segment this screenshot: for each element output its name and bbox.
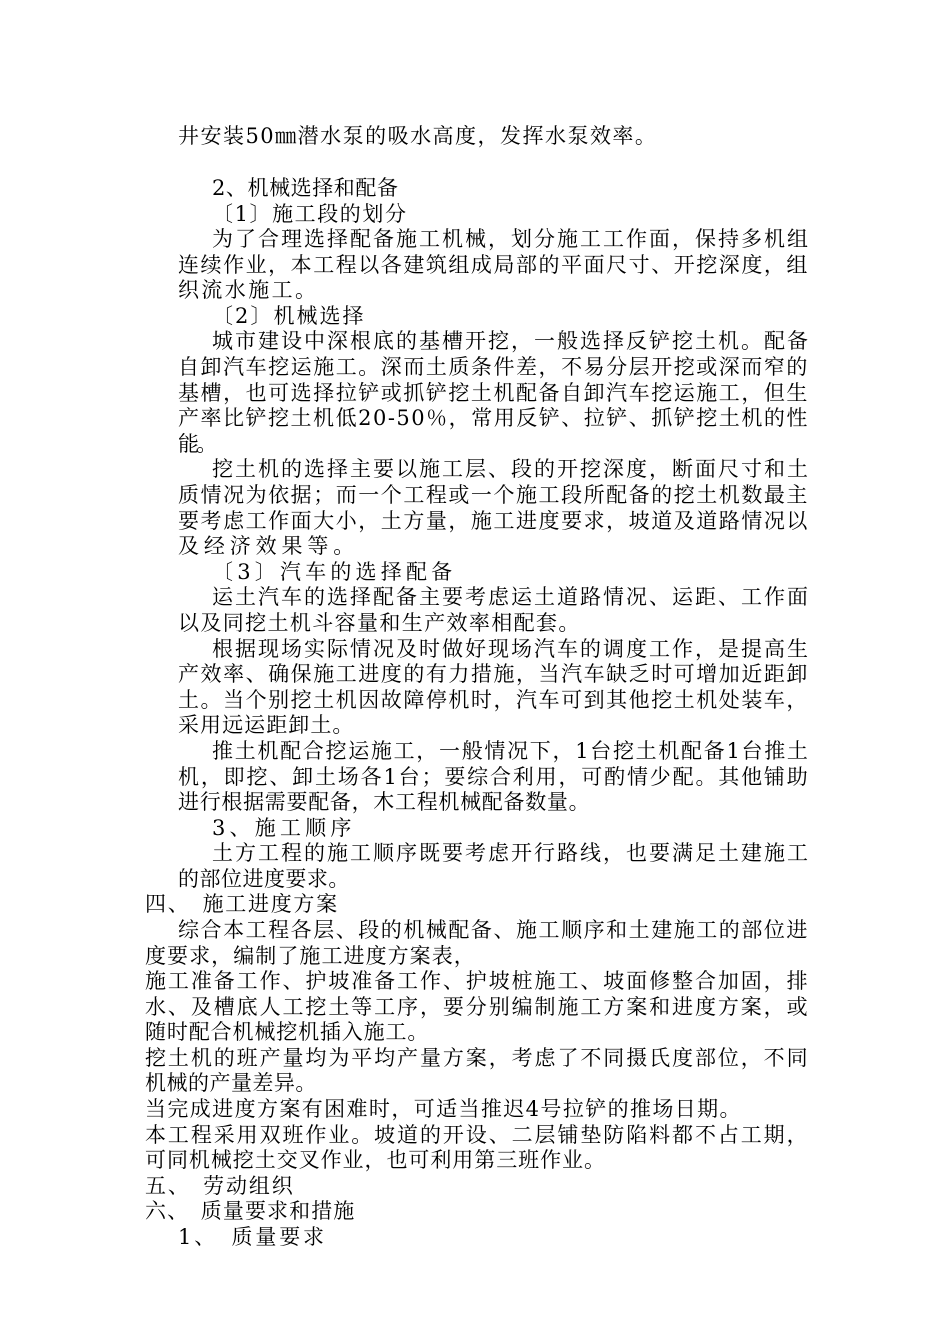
text-line: 挖土机的选择主要以施工层、段的开挖深度，断面尺寸和土 [212, 457, 810, 481]
text-line: 自卸汽车挖运施工。深而土质条件差，不易分层开挖或深而窄的 [178, 355, 809, 379]
text-line: 挖土机的班产量均为平均产量方案，考虑了不同摄氏度部位，不同 [145, 1046, 810, 1070]
subsection-heading: 〔3〕汽车的选择配备 [212, 560, 457, 584]
text-line: 基槽，也可选择拉铲或抓铲挖土机配备自卸汽车挖运施工，但生 [178, 381, 809, 405]
text-line: 以及同挖土机斗容量和生产效率相配套。 [178, 611, 581, 635]
chapter-heading: 六、 质量要求和措施 [145, 1199, 356, 1223]
text-line: 连续作业，本工程以各建筑组成局部的平面尺寸、开挖深度，组 [178, 253, 809, 277]
text-line: 施工准备工作、护坡准备工作、护坡桩施工、坡面修整合加固，排 [145, 969, 810, 993]
text-line: 的部位进度要求。 [178, 867, 350, 891]
text-line: 井安装50㎜潜水泵的吸水高度，发挥水泵效率。 [178, 124, 658, 148]
text-line: 土方工程的施工顺序既要考虑开行路线，也要满足土建施工 [212, 841, 810, 865]
text-line: 产率比铲挖土机低20-50％，常用反铲、拉铲、抓铲挖土机的性 [178, 406, 809, 430]
text-line: 度要求，编制了施工进度方案表， [145, 944, 476, 968]
text-line: 当完成进度方案有困难时，可适当推迟4号拉铲的推场日期。 [145, 1097, 742, 1121]
section-heading: 2、机械选择和配备 [212, 176, 399, 200]
text-line: 运土汽车的选择配备主要考虑运土道路情况、运距、工作面 [212, 585, 810, 609]
text-line: 机械的产量差异。 [145, 1071, 317, 1095]
subsection-heading: 〔2〕机械选择 [212, 304, 366, 328]
text-line: 及经济效果等。 [178, 534, 360, 558]
text-line: 产效率、确保施工进度的有力措施，当汽车缺乏时可增加近距卸 [178, 662, 809, 686]
text-line: 机，即挖、卸土场各1台；要综合利用，可酌情少配。其他铺助 [178, 765, 810, 789]
text-line: 可同机械挖土交叉作业，也可利用第三班作业。 [145, 1148, 606, 1172]
text-line: 采用远运距卸土。 [178, 713, 355, 737]
text-line: 城市建设中深根底的基槽开挖，一般选择反铲挖土机。配备 [212, 329, 810, 353]
text-line: 本工程采用双班作业。坡道的开设、二层铺垫防陷料都不占工期， [145, 1123, 810, 1147]
text-line: 要考虑工作面大小，土方量，施工进度要求，坡道及道路情况以 [178, 509, 809, 533]
text-line: 随时配合机械挖机插入施工。 [145, 1020, 430, 1044]
text-line: 土。当个别挖土机因故障停机时，汽车可到其他挖土机处装车， [178, 688, 809, 712]
chapter-heading: 五、 劳动组织 [145, 1174, 295, 1198]
text-line: 能。 [178, 432, 215, 456]
chapter-heading: 四、 施工进度方案 [145, 892, 339, 916]
text-line: 综合本工程各层、段的机械配备、施工顺序和土建施工的部位进 [178, 918, 809, 942]
text-line: 推土机配合挖运施工，一般情况下，1台挖土机配备1台推土 [212, 739, 810, 763]
section-heading: 3、施工顺序 [212, 816, 356, 840]
text-line: 根据现场实际情况及时做好现场汽车的调度工作，是提高生 [212, 637, 810, 661]
text-line: 织流水施工。 [178, 278, 319, 302]
text-line: 水、及槽底人工挖土等工序，要分别编制施工方案和进度方案，或 [145, 995, 810, 1019]
text-line: 进行根据需要配备，木工程机械配备数量。 [178, 790, 591, 814]
subsection-heading: 〔1〕施工段的划分 [212, 202, 408, 226]
text-line: 为了合理选择配备施工机械，划分施工工作面，保持多机组 [212, 227, 810, 251]
text-line: 质情况为依据；而一个工程或一个施工段所配备的挖土机数最主 [178, 483, 809, 507]
section-heading: 1、 质量要求 [178, 1225, 327, 1249]
